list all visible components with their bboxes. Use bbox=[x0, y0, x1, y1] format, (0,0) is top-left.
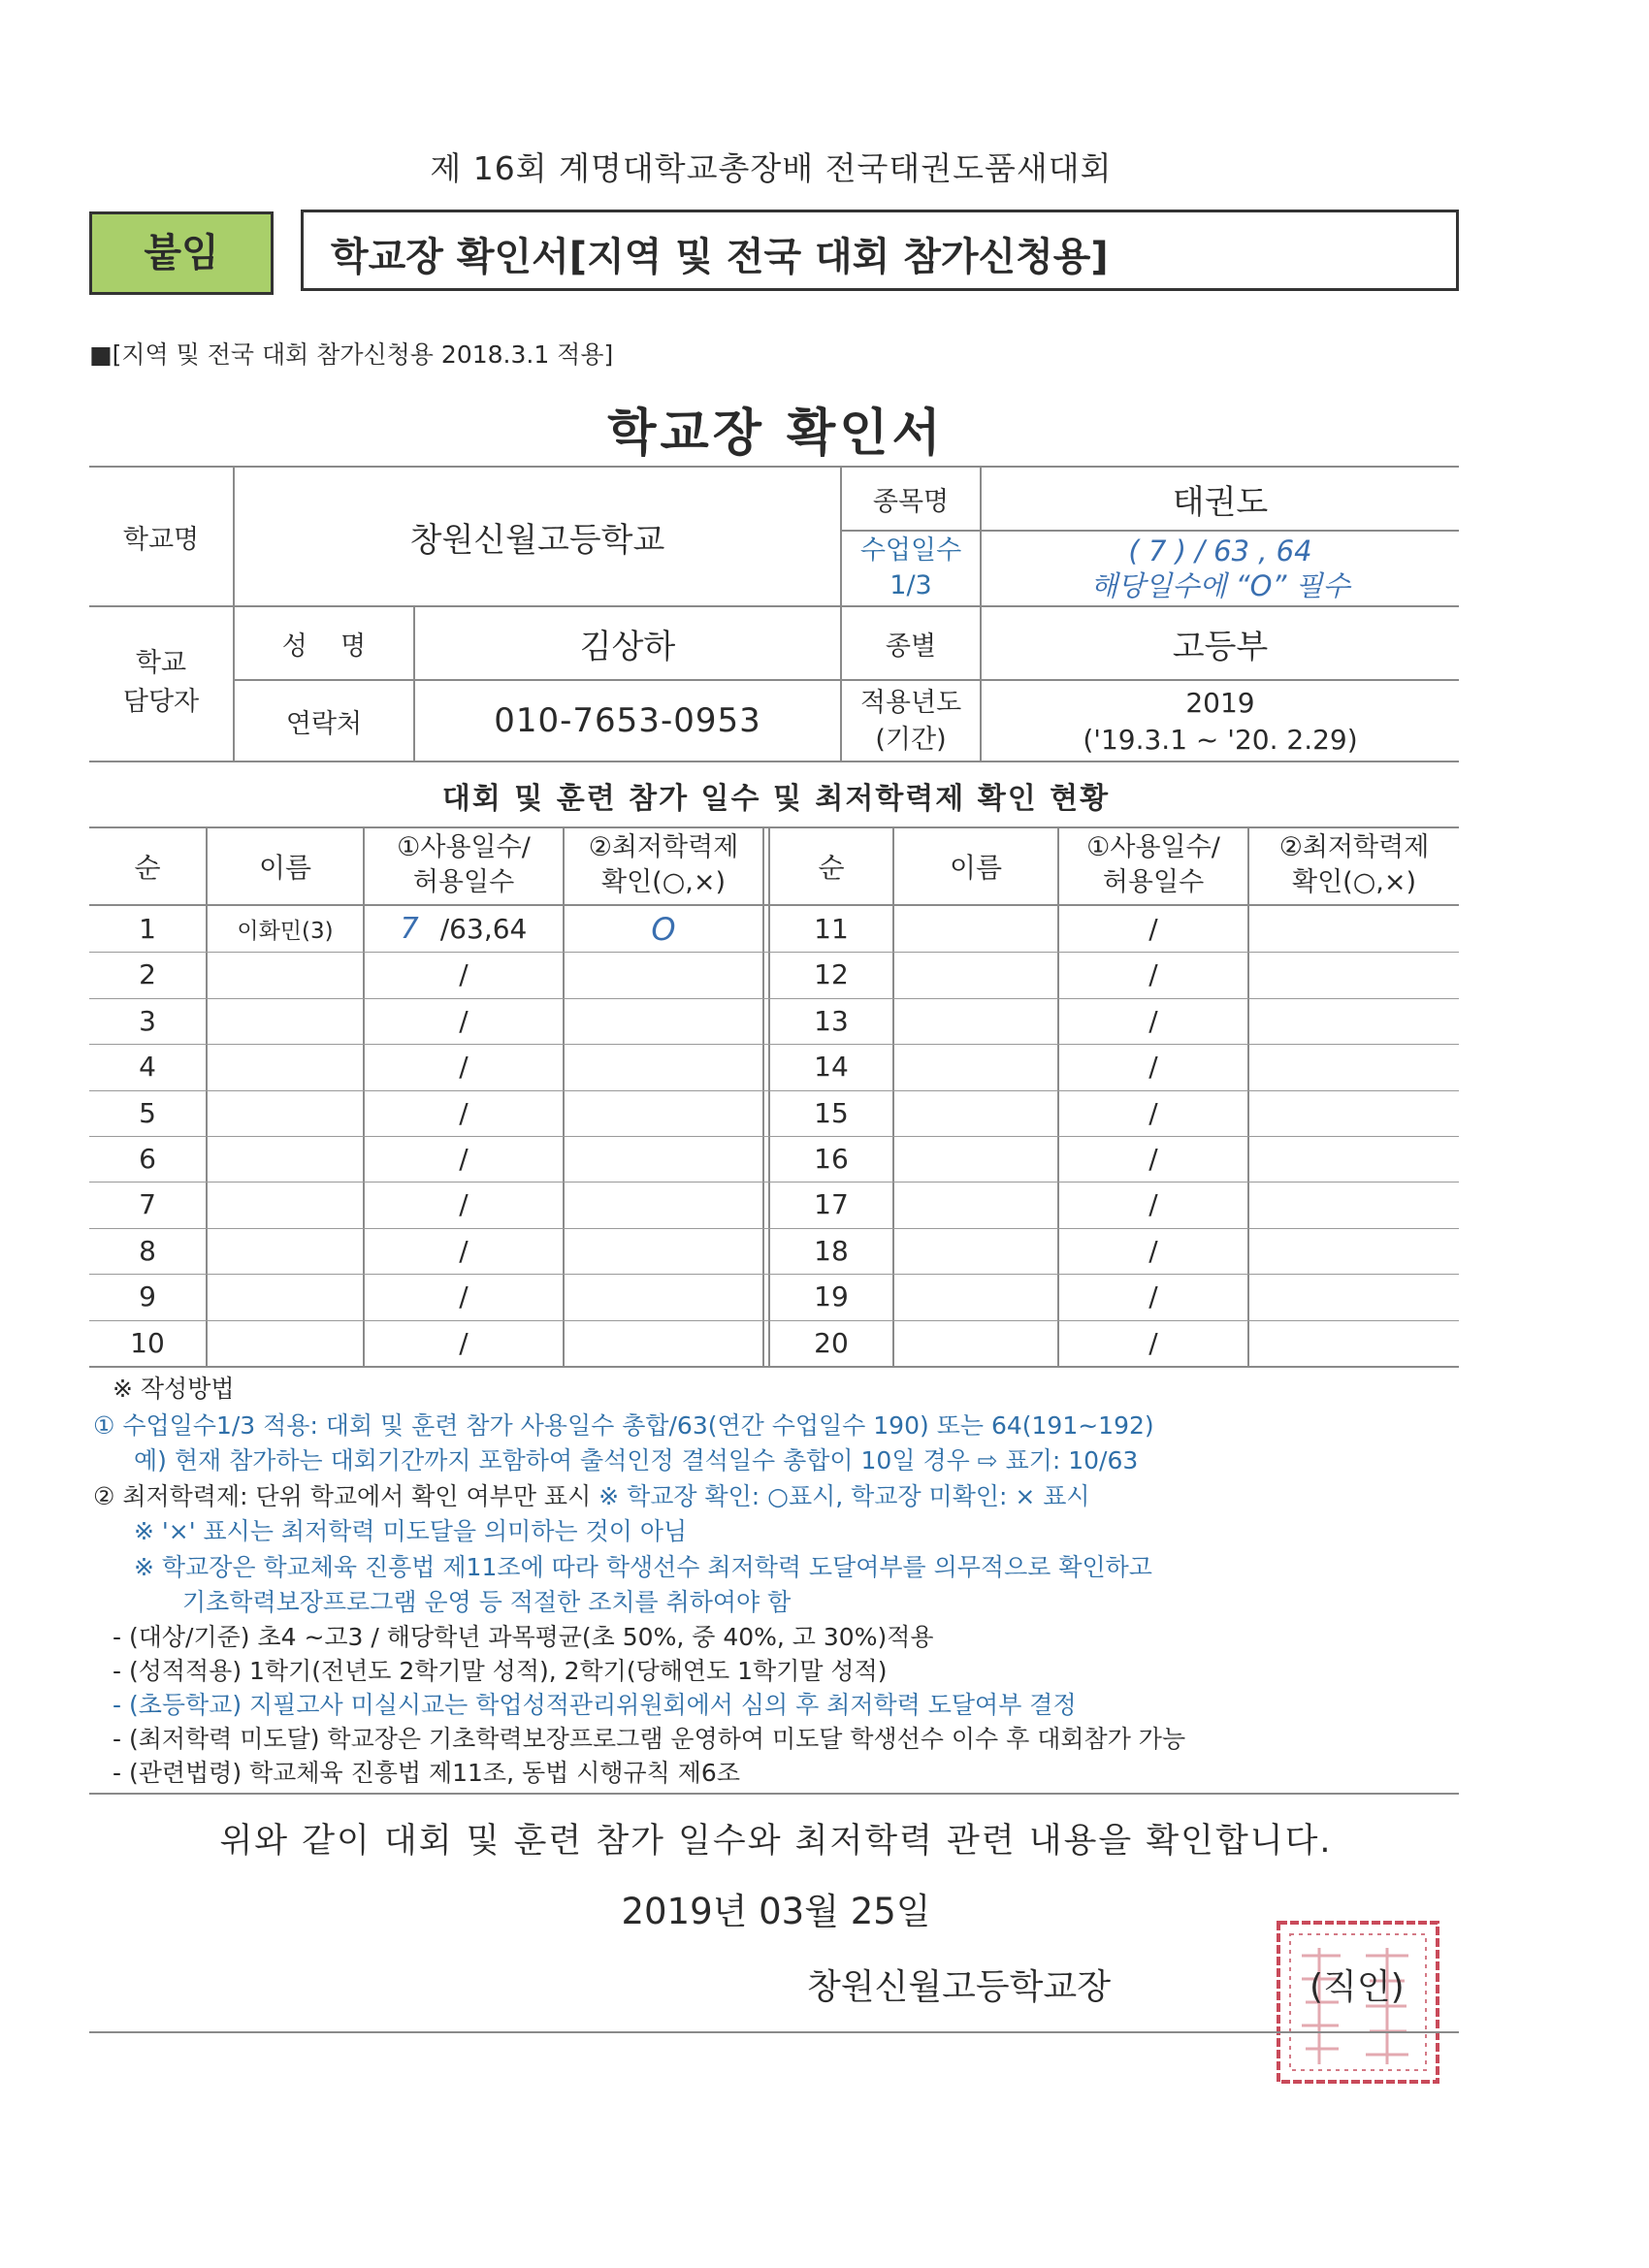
table-cell-check bbox=[565, 1228, 762, 1274]
table-cell-days: / bbox=[459, 1097, 469, 1129]
table-cell-name bbox=[894, 998, 1057, 1044]
table-cell-no: 12 bbox=[814, 958, 849, 990]
note-2a-text: ② 최저학력제: 단위 학교에서 확인 여부만 표시 bbox=[93, 1482, 599, 1510]
table-cell-days: / bbox=[459, 1051, 469, 1083]
table-cell-name bbox=[894, 1090, 1057, 1136]
header-no-left: 순 bbox=[134, 852, 161, 884]
table-cell-days: / bbox=[459, 958, 469, 990]
table-cell-name: 이화민(3) bbox=[237, 919, 334, 944]
table-cell-name bbox=[894, 1044, 1057, 1089]
used-days-handwritten: 7 bbox=[400, 912, 419, 946]
staff-label-line1: 학교 bbox=[135, 648, 187, 678]
table-cell-check bbox=[1249, 952, 1459, 997]
header-days-left bbox=[365, 830, 563, 900]
table-cell-check bbox=[1249, 1320, 1459, 1366]
notes-divider bbox=[89, 1793, 1459, 1795]
header-days-left-line1: ①사용일수/ bbox=[397, 832, 531, 862]
classdays-value-line1: ( 7 ) / 63 , 64 bbox=[1128, 535, 1312, 567]
year-label-line1: 적용년도 bbox=[859, 688, 962, 718]
table-cell-no: 16 bbox=[814, 1143, 849, 1175]
table-cell-days: / bbox=[459, 1005, 469, 1037]
table-cell-days: / bbox=[1148, 913, 1158, 945]
table-cell-no: 3 bbox=[139, 1005, 156, 1037]
note-bullet-2: - (성적적용) 1학기(전년도 2학기말 성적), 2학기(당해연도 1학기말 성적) bbox=[113, 1657, 888, 1685]
table-cell-check bbox=[1249, 1044, 1459, 1089]
event-title: 제 16회 계명대학교총장배 전국태권도품새대회 bbox=[430, 149, 1113, 187]
note-bullet-5: - (관련법령) 학교체육 진흥법 제11조, 동법 시행규칙 제6조 bbox=[113, 1759, 740, 1787]
year-value-line1: 2019 bbox=[1185, 687, 1255, 719]
table-cell-days: / bbox=[459, 1143, 469, 1175]
classdays-value-line2: 해당일수에 “O” 필수 bbox=[1090, 569, 1350, 602]
table-cell-check bbox=[565, 1274, 762, 1319]
table-cell-name bbox=[208, 998, 363, 1044]
table-cell-days: / bbox=[459, 1235, 469, 1267]
staff-label bbox=[89, 644, 233, 722]
division-label: 종별 bbox=[885, 631, 937, 662]
table-cell-check bbox=[565, 1320, 762, 1366]
year-value bbox=[982, 685, 1459, 759]
table-cell-days: / bbox=[459, 1280, 469, 1312]
year-label bbox=[842, 685, 980, 759]
table-cell-name bbox=[208, 1044, 363, 1089]
table-cell-days bbox=[365, 906, 563, 952]
table-cell-no: 2 bbox=[139, 958, 156, 990]
table-cell-check bbox=[1249, 1182, 1459, 1227]
year-value-line2: ('19.3.1 ~ '20. 2.29) bbox=[1083, 724, 1358, 756]
classdays-label-line2: 1/3 bbox=[889, 570, 932, 600]
table-cell-name bbox=[208, 1090, 363, 1136]
header-check-left-line1: ②최저학력제 bbox=[588, 832, 739, 862]
table-cell-days: / bbox=[1148, 1143, 1158, 1175]
form-title-box bbox=[301, 210, 1459, 291]
classdays-value bbox=[982, 534, 1459, 603]
table-cell-days: / bbox=[1148, 1188, 1158, 1220]
header-days-right-line2: 허용일수 bbox=[1102, 867, 1205, 897]
table-cell-check: O bbox=[651, 910, 676, 948]
header-days-right bbox=[1059, 830, 1247, 900]
event-value: 태권도 bbox=[1172, 482, 1269, 522]
table-cell-check bbox=[565, 998, 762, 1044]
notes-heading: ※ 작성방법 bbox=[113, 1375, 235, 1403]
header-check-right-line2: 확인(○,×) bbox=[1292, 867, 1416, 897]
table-cell-no: 6 bbox=[139, 1143, 156, 1175]
table-cell-name bbox=[208, 952, 363, 997]
table-cell-name bbox=[208, 1136, 363, 1182]
table-cell-check bbox=[565, 1044, 762, 1089]
school-value: 창원신월고등학교 bbox=[409, 520, 665, 560]
school-label: 학교명 bbox=[122, 524, 200, 555]
note-2a bbox=[93, 1481, 1090, 1512]
division-value: 고등부 bbox=[1172, 627, 1269, 666]
table-cell-no: 9 bbox=[139, 1280, 156, 1312]
table-cell-check bbox=[1249, 1228, 1459, 1274]
header-check-left bbox=[565, 830, 762, 900]
allowed-days: /63,64 bbox=[439, 913, 528, 945]
header-check-right-line1: ②최저학력제 bbox=[1278, 832, 1430, 862]
table-cell-days: / bbox=[1148, 1005, 1158, 1037]
table-cell-check bbox=[1249, 906, 1459, 952]
name-value: 김상하 bbox=[579, 627, 676, 666]
table-cell-check bbox=[565, 1136, 762, 1182]
table-cell-days: / bbox=[1148, 958, 1158, 990]
table-cell-no: 5 bbox=[139, 1097, 156, 1129]
header-days-left-line2: 허용일수 bbox=[412, 867, 515, 897]
table-cell-no: 18 bbox=[814, 1235, 849, 1267]
classdays-label-line1: 수업일수 bbox=[859, 535, 962, 566]
table-cell-name bbox=[208, 1182, 363, 1227]
form-box-title: 학교장 확인서[지역 및 전국 대회 참가신청용] bbox=[331, 235, 1109, 279]
table-cell-no: 14 bbox=[814, 1051, 849, 1083]
table-cell-check bbox=[565, 1090, 762, 1136]
name-label: 성 명 bbox=[281, 631, 367, 662]
table-cell-check bbox=[1249, 1090, 1459, 1136]
note-1a: ① 수업일수1/3 적용: 대회 및 훈련 참가 사용일수 총합/63(연간 수업일수 190) 또는 64(191~192) bbox=[93, 1411, 1154, 1440]
table-cell-days: / bbox=[1148, 1327, 1158, 1359]
year-label-line2: (기간) bbox=[875, 725, 947, 755]
table-cell-check bbox=[1249, 998, 1459, 1044]
header-check-right bbox=[1249, 830, 1459, 900]
table-cell-name bbox=[894, 1228, 1057, 1274]
table-cell-days: / bbox=[1148, 1235, 1158, 1267]
table-cell-no: 17 bbox=[814, 1188, 849, 1220]
table-cell-name bbox=[894, 952, 1057, 997]
note-2c: ※ 학교장은 학교체육 진흥법 제11조에 따라 학생선수 최저학력 도달여부를 의무적으로 확인하고 bbox=[134, 1553, 1152, 1581]
table-cell-check bbox=[1249, 1136, 1459, 1182]
table-cell-no: 15 bbox=[814, 1097, 849, 1129]
table-cell-days: / bbox=[459, 1188, 469, 1220]
table-cell-no: 4 bbox=[139, 1051, 156, 1083]
table-cell-no: 1 bbox=[139, 913, 156, 945]
note-2a-highlight: ※ 학교장 확인: ○표시, 학교장 미확인: × 표시 bbox=[598, 1482, 1090, 1510]
table-cell-days: / bbox=[1148, 1051, 1158, 1083]
contact-value: 010-7653-0953 bbox=[494, 701, 761, 740]
classdays-label bbox=[842, 534, 980, 603]
table-cell-name bbox=[894, 1136, 1057, 1182]
note-2b: ※ '×' 표시는 최저학력 미도달을 의미하는 것이 아님 bbox=[134, 1517, 688, 1545]
table-cell-name bbox=[894, 1320, 1057, 1366]
table-cell-name bbox=[208, 1228, 363, 1274]
page-title: 학교장 확인서 bbox=[607, 405, 945, 463]
seal-label: (직인) bbox=[1310, 1967, 1405, 2007]
table-cell-check bbox=[1249, 1274, 1459, 1319]
section-title: 대회 및 훈련 참가 일수 및 최저학력제 확인 현황 bbox=[441, 782, 1111, 816]
table-cell-check bbox=[565, 1182, 762, 1227]
note-bullet-1: - (대상/기준) 초4 ~고3 / 해당학년 과목평균(초 50%, 중 40%, 고 30%)적용 bbox=[113, 1623, 934, 1651]
note-2d: 기초학력보장프로그램 운영 등 적절한 조치를 취하여야 함 bbox=[182, 1588, 792, 1616]
table-cell-no: 10 bbox=[130, 1327, 165, 1359]
note-bullet-4: - (최저학력 미도달) 학교장은 기초학력보장프로그램 운영하여 미도달 학생선수 이수 후 대회참가 가능 bbox=[113, 1725, 1186, 1753]
table-cell-no: 8 bbox=[139, 1235, 156, 1267]
table-cell-no: 20 bbox=[814, 1327, 849, 1359]
table-cell-no: 19 bbox=[814, 1280, 849, 1312]
staff-label-line2: 담당자 bbox=[122, 687, 200, 717]
contact-label: 연락처 bbox=[285, 708, 363, 739]
header-no-right: 순 bbox=[818, 852, 845, 884]
table-cell-name bbox=[894, 906, 1057, 952]
footer-divider bbox=[89, 2031, 1459, 2033]
note-bullet-3: - (초등학교) 지필고사 미실시교는 학업성적관리위원회에서 심의 후 최저학력 도달여부 결정 bbox=[113, 1691, 1077, 1719]
table-cell-days: / bbox=[459, 1327, 469, 1359]
form-code: ■[지역 및 전국 대회 참가신청용 2018.3.1 적용] bbox=[89, 340, 614, 369]
table-cell-name bbox=[894, 1182, 1057, 1227]
table-cell-days: / bbox=[1148, 1280, 1158, 1312]
note-1b: 예) 현재 참가하는 대회기간까지 포함하여 출석인정 결석일수 총합이 10일 경우 ⇨ 표기: 10/63 bbox=[134, 1446, 1139, 1474]
table-cell-days: / bbox=[1148, 1097, 1158, 1129]
header-check-left-line2: 확인(○,×) bbox=[601, 867, 726, 897]
table-cell-no: 13 bbox=[814, 1005, 849, 1037]
date-text: 2019년 03월 25일 bbox=[621, 1891, 931, 1932]
event-label: 종목명 bbox=[872, 486, 950, 517]
attach-badge: 붙임 bbox=[89, 211, 274, 295]
table-cell-no: 11 bbox=[814, 913, 849, 945]
header-name-right: 이름 bbox=[949, 852, 1003, 884]
signer-text: 창원신월고등학교장 bbox=[807, 1967, 1111, 2007]
header-days-right-line1: ①사용일수/ bbox=[1086, 832, 1220, 862]
table-cell-name bbox=[208, 1320, 363, 1366]
table-cell-no: 7 bbox=[139, 1188, 156, 1220]
table-cell-name bbox=[208, 1274, 363, 1319]
table-cell-name bbox=[894, 1274, 1057, 1319]
header-name-left: 이름 bbox=[258, 852, 312, 884]
confirm-text: 위와 같이 대회 및 훈련 참가 일수와 최저학력 관련 내용을 확인합니다. bbox=[219, 1822, 1333, 1861]
table-cell-check bbox=[565, 952, 762, 997]
